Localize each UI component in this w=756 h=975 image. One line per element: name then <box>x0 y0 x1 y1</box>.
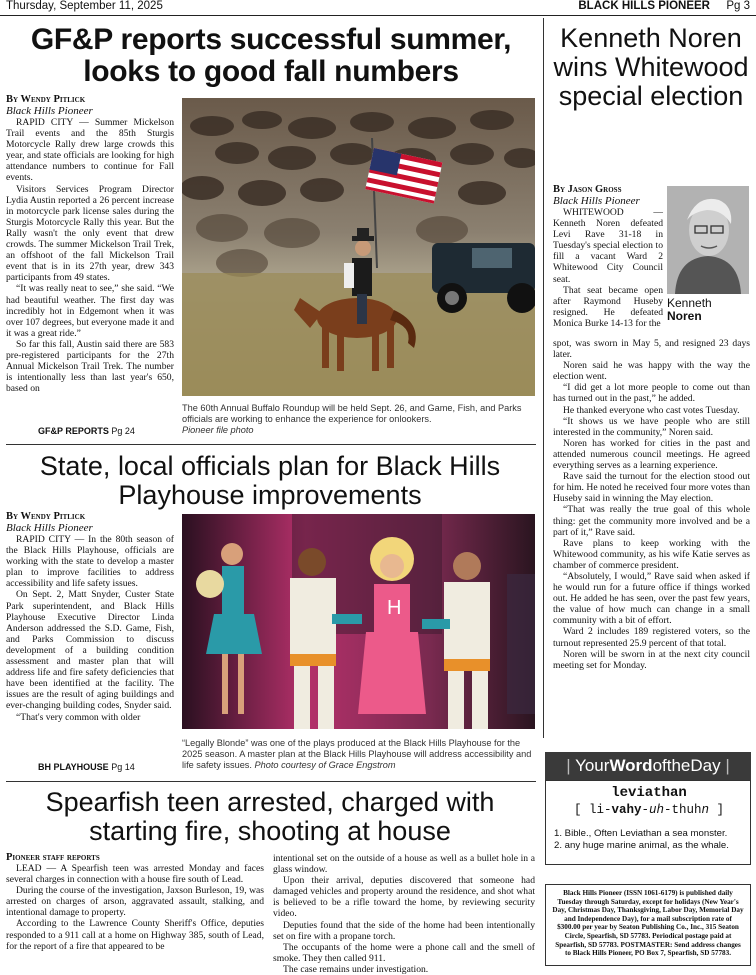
story2-outlet: Black Hills Pioneer <box>553 195 640 207</box>
paragraph: On Sept. 2, Matt Snyder, Custer State Park superintendent, and Black Hills Playhouse Executive Director Linda Anderson addressed the S.D. Game, Fish, and Parks Commission to discuss development of a building condition assessment and master plan that will address life and fire safety deficiencies that have been identified at the facility. The issues are the result of aging buildings and ever-changing building codes, Snyder said. <box>6 589 174 712</box>
page-number: Pg 3 <box>726 0 750 12</box>
story3-caption <box>182 738 532 771</box>
def-text: Often Leviathan a sea monster. <box>594 828 728 839</box>
paragraph: “It was really neat to see,” she said. “We had beautiful weather. The first day was incredibly hot in Edgemont when it was over 107 degrees, but everyone made it and it was a great ride.” <box>6 283 174 339</box>
paragraph: “It shows us we have people who are still interested in the community,” Noren said. <box>553 415 750 438</box>
photo-credit: Photo courtesy of Grace Engstrom <box>254 760 396 770</box>
pron-part: - <box>641 803 649 817</box>
word-of-the-day <box>545 752 751 865</box>
story1-jump[interactable] <box>38 426 135 436</box>
wotd-brand-rest: oftheDay <box>652 756 721 775</box>
paragraph: Visitors Services Program Director Lydia Austin reported a 26 percent increase in motorcycle park license sales during the Sturgis Motorcycle Rally this year. But the Rally wasn't the only event that drew crowds. The summer Mickelson Trail Trek, an offshoot of the fall Mickelson Trail event that is in its 27th year, drew 343 participants from 49 states. <box>6 183 174 284</box>
story4-headline: Spearfish teen arrested, charged with starting fire, shooting at house <box>45 787 495 846</box>
story4-body-col2 <box>273 853 535 975</box>
pron-part: ] <box>709 803 725 817</box>
story1-text <box>6 94 174 394</box>
story1-byline: By Wendy Pitlick <box>6 94 86 105</box>
photo-credit: Pioneer file photo <box>182 425 254 435</box>
wotd-banner: | YourWordoftheDay | <box>545 752 751 780</box>
story2-body-narrow <box>553 207 663 329</box>
story1-outlet: Black Hills Pioneer <box>6 105 93 117</box>
def-number: 1. Bible., <box>554 828 592 839</box>
portrait-last-name: Noren <box>667 309 702 323</box>
paragraph: Ward 2 includes 189 registered voters, so the turnout represented 25.9 percent of that total. <box>553 626 750 649</box>
paragraph: According to the Lawrence County Sheriff's Office, deputies responded to a 911 call at a home on Highway 385, south of Lead, for the report of a fire that appeared to be <box>6 918 264 952</box>
paragraph: Noren will be sworn in at the next city council meeting set for Monday. <box>553 648 750 671</box>
story1-caption <box>182 403 532 436</box>
wotd-brand-your: Your <box>575 756 610 775</box>
portrait-caption <box>667 297 712 323</box>
paragraph: Deputies found that the side of the home had been intentionally set on fire with a propane torch. <box>273 919 535 942</box>
paragraph: He thanked everyone who cast votes Tuesday. <box>563 404 740 416</box>
paragraph: RAPID CITY — In the 80th season of the Black Hills Playhouse, officials are working with the state to develop a master plan to improve facilities to address accessibility and life safety issues. <box>6 534 174 590</box>
story3-outlet: Black Hills Pioneer <box>6 522 93 534</box>
svg-text:H: H <box>387 597 402 619</box>
paragraph: “That was really the true goal of this whole thing: get the community more involved and be a part of it,” Rave said. <box>553 504 750 538</box>
story2-body-wide <box>553 338 750 671</box>
story4-col1 <box>6 852 264 952</box>
paragraph: That seat became open after Raymond Huseby resigned. He defeated Monica Burke 14-13 for the <box>553 284 663 329</box>
caption-text: “Legally Blonde” was one of the plays produced at the Black Hills Playhouse for the 2025 season. A master plan at the Black Hills Playhouse will address accessibility and life safety issues. <box>182 738 532 770</box>
paragraph: During the course of the investigation, Jaxson Burleson, 19, was arrested on charges of arson, aggravated assault, stalking, and intentional damage to property. <box>6 885 264 919</box>
story2-byline: By Jason Gross <box>553 184 622 195</box>
section-rule <box>6 444 536 445</box>
story3-byline: By Wendy Pitlick <box>6 511 86 522</box>
jump-label: GF&P REPORTS <box>38 426 109 436</box>
pron-part: n <box>701 803 710 817</box>
pron-part: -thuh <box>664 803 702 817</box>
portrait-first-name: Kenneth <box>667 296 712 310</box>
pron-part: uh <box>648 803 664 817</box>
playhouse-photo <box>182 514 535 729</box>
story1-body <box>6 117 174 394</box>
story4-byline: Pioneer staff reports <box>6 852 100 863</box>
paragraph: Rave said the turnout for the election stood out for him. He noted he received four more votes than Huseby said in winning the May election. <box>553 471 750 505</box>
wotd-definitions <box>554 828 750 852</box>
story3-body <box>6 534 174 723</box>
section-rule <box>6 781 536 782</box>
column-rule <box>543 18 544 738</box>
story3-headline: State, local officials plan for Black Hills Playhouse improvements <box>39 451 501 510</box>
paragraph: Rave plans to keep working with the Whitewood community, as his wife Katie serves as chamber of commerce president. <box>553 537 750 571</box>
definition-2: 2. any huge marine animal, as the whale. <box>554 840 729 851</box>
jump-page: Pg 24 <box>111 426 135 436</box>
paragraph: The case remains under investigation. <box>283 963 429 975</box>
page-header <box>0 0 756 16</box>
paragraph: “Absolutely, I would,” Rave said when asked if he would run for a future office if things worked out. He added he has seen, over the past few years, the value of how much can change in a small community with a bit of effort. <box>553 570 750 627</box>
story2-headline: Kenneth Noren wins Whitewood special election <box>553 23 749 111</box>
pron-part: [ li- <box>573 803 612 817</box>
paragraph: “That's very common with older <box>16 711 141 723</box>
paper-name: BLACK HILLS PIONEER <box>578 0 710 12</box>
kenneth-noren-portrait <box>667 186 749 294</box>
paragraph: LEAD — A Spearfish teen was arrested Monday and faces several charges in connection with a house fire south of Lead. <box>6 863 264 886</box>
paragraph: intentional set on the outside of a house as well as a bullet hole in a glass window. <box>273 853 535 876</box>
paragraph: “I did get a lot more people to come out than has turned out in the past,” he added. <box>553 382 750 405</box>
story1-headline: GF&P reports successful summer, looks to good fall numbers <box>30 23 512 88</box>
wotd-panel <box>545 780 751 865</box>
story2-narrow <box>553 184 663 329</box>
paragraph: Noren said he was happy with the way the election went. <box>553 360 750 383</box>
jump-page: Pg 14 <box>111 762 135 772</box>
story4-body-col1 <box>6 863 264 952</box>
wotd-brand-word: Word <box>609 756 653 775</box>
wotd-word: leviathan <box>611 785 687 801</box>
buffalo-roundup-photo <box>182 98 535 396</box>
definition-1 <box>554 828 750 840</box>
masthead-notice: Black Hills Pioneer (ISSN 1061-6179) is published daily Tuesday through Saturday, except for holidays (New Year's Day, Christmas Day, Thanksgiving, Labor Day, Memorial Day and Independence Day), for a mail subscription rate of $300.00 per year by Seaton Publishing Co., Inc., 315 Seaton Circle, Spearfish, SD 57783. Periodical postage paid at Spearfish, SD 57783. POSTMASTER: Send address changes to Black Hills Pioneer, PO Box 7, Spearfish, SD 57783. <box>545 884 751 966</box>
paragraph: RAPID CITY — Summer Mickelson Trail events and the 85th Sturgis Motorcycle Rally drew large crowds this year, and state officials are looking for high attendance numbers to continue for Fall events. <box>6 117 174 184</box>
paragraph: So far this fall, Austin said there are 583 pre-registered participants for the 27th Annual Mickelson Trail Trek. The number is intentionally less than last year's 650, based on <box>6 338 174 395</box>
caption-text: The 60th Annual Buffalo Roundup will be held Sept. 26, and Game, Fish, and Parks officials are working to enhance the experience for onlookers. <box>182 403 522 424</box>
issue-date: Thursday, September 11, 2025 <box>6 0 163 12</box>
wotd-pronunciation <box>546 803 752 817</box>
paragraph: Upon their arrival, deputies discovered that someone had damaged vehicles and property around the residence, and shot what is believed to be a rifle toward the home, by reviewing security video. <box>273 875 535 920</box>
pron-part: vahy <box>611 803 642 817</box>
story3-text <box>6 511 174 723</box>
paragraph: spot, was sworn in May 5, and resigned 23 days later. <box>553 338 750 361</box>
paragraph: WHITEWOOD — Kenneth Noren defeated Levi Rave 31-18 in Tuesday's special election to fill a vacant Ward 2 Whitewood City Council seat. <box>553 207 663 285</box>
paragraph: Noren has worked for cities in the past and attended numerous council meetings. He agreed everything serves as a learning experience. <box>553 437 750 472</box>
paragraph: The occupants of the home were a phone call and the smell of smoke. They then called 911. <box>273 941 535 964</box>
story3-jump[interactable] <box>38 762 135 772</box>
jump-label: BH PLAYHOUSE <box>38 762 109 772</box>
